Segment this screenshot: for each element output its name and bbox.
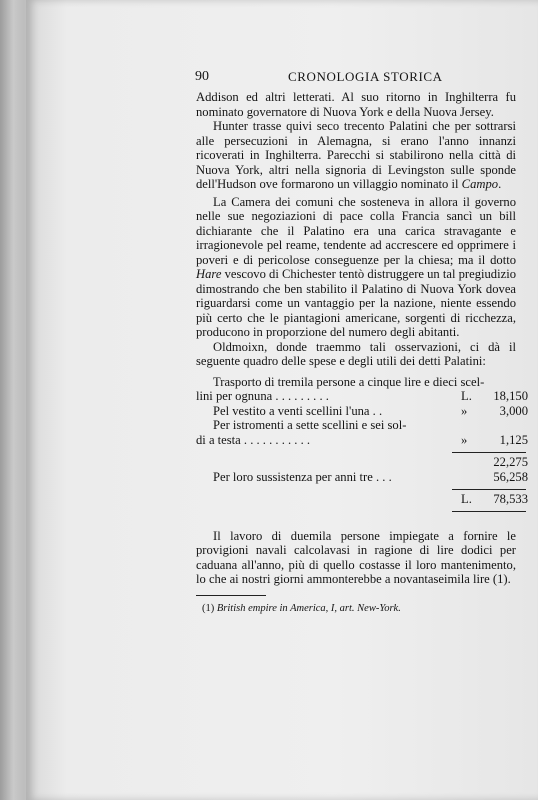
currency-mark: L. <box>461 389 472 403</box>
total-amount: 78,533 <box>493 492 528 506</box>
table-row <box>196 403 528 419</box>
footnote-text: British empire in America, I, art. New-York. <box>216 602 401 614</box>
footnote-mark: (1) <box>202 602 215 614</box>
page-number: 90 <box>195 69 209 84</box>
table-row <box>196 432 528 448</box>
currency-mark: L. <box>461 492 472 506</box>
row-label: lini per ognuna . . . . . . . . . <box>196 389 329 403</box>
closing-paragraph: Il lavoro di duemila persone impiegate a fornire le provigioni navali calcolavasi in ragione di lire dodici per caduana all'anno, più di quello costasse il loro mantenimento, lo che ai nostri giorni ammonterebbe a novantaseimila lire (1). <box>196 528 516 586</box>
paragraph-1: Addison ed altri letterati. Al suo ritorno in Inghilterra fu nominato governatore di Nuova York e della Nuova Jersey. <box>196 90 516 119</box>
rule-row <box>196 507 516 515</box>
paragraph-2-text: Hunter trasse quivi seco trecento Palatini che per sottrarsi alle persecuzioni in Alemagna, si erano l'anno innanzi ricoverati in Inghilterra. Parecchi si stabilirono nella città di Nuova York, altri nella signoria di Levingston sulle sponde dell'Hudson ove formarono un villaggio nominato il <box>196 119 516 191</box>
row-amount: 18,150 <box>493 389 528 403</box>
campo-italic: Campo <box>461 177 499 191</box>
paragraph-2: Hunter trasse quivi seco trecento Palatini che per sottrarsi alle persecuzioni in Alemagna, si erano l'anno innanzi ricoverati in Inghilterra. Parecchi si stabilirono nella città di Nuova York, altri nella signoria di Levingston sulle sponde dell'Hudson ove formarono un villaggio nominato il Campo. <box>196 119 516 191</box>
paragraph-4: Oldmoixn, donde traemmo tali osservazioni, ci dà il seguente quadro delle spese e degli utili dei detti Palatini: <box>196 339 516 368</box>
sum-rule <box>452 452 526 453</box>
currency-mark: » <box>461 432 468 447</box>
row-label: Per istromenti a sette scellini e sei sol- <box>213 418 407 432</box>
subtotal-amount: 22,275 <box>493 455 528 469</box>
hare-italic: Hare <box>196 267 222 281</box>
table-row <box>196 375 516 390</box>
table-row <box>196 492 528 507</box>
footnote-rule <box>196 595 266 596</box>
row-label: Pel vestito a venti scellini l'una . . <box>213 403 383 418</box>
row-amount: 3,000 <box>499 403 528 418</box>
running-title: CRONOLOGIA STORICA <box>288 69 443 84</box>
book-page <box>26 0 538 800</box>
footnote <box>196 602 516 615</box>
table-row <box>196 418 516 433</box>
table-row <box>196 389 528 404</box>
sum-rule <box>452 489 526 490</box>
paragraph-3-text-a: La Camera dei comuni che sosteneva in allora il governo nelle sue negoziazioni di pace colla Francia sancì un bill dichiarante che il Palatino era una carica stravagante e irragionevole pel reame, tendente ad accrescere ed opprimere i poveri e di pericolose conseguenze per la chiesa; ma il dotto <box>196 194 516 267</box>
table-row <box>196 469 528 485</box>
page-header <box>196 70 516 88</box>
sum-rule <box>452 511 526 512</box>
table-row <box>196 455 528 470</box>
row-label: di a testa . . . . . . . . . . . <box>196 432 311 447</box>
row-label: Per loro sussistenza per anni tre . . . <box>213 469 392 484</box>
rule-row <box>196 484 516 492</box>
paragraph-3-text-b: vescovo di Chichester tentò distruggere un tal pregiudizio dimostrando che ben stabilito il Palatino di Nuova York dovea riguardarsi come un vantaggio per la nazione, niente essendo più certo che le piantagioni americane, sorgenti di ricchezza, producono in proporzione del numero degli abitanti. <box>196 267 516 339</box>
rule-row <box>196 447 516 455</box>
currency-mark: » <box>461 403 468 418</box>
row-amount: 56,258 <box>493 469 528 484</box>
row-amount: 1,125 <box>499 432 528 447</box>
expense-table <box>196 374 528 515</box>
paragraph-3 <box>196 195 516 340</box>
page-content <box>195 69 528 615</box>
row-label: Trasporto di tremila persone a cinque lire e dieci scel- <box>213 374 485 389</box>
